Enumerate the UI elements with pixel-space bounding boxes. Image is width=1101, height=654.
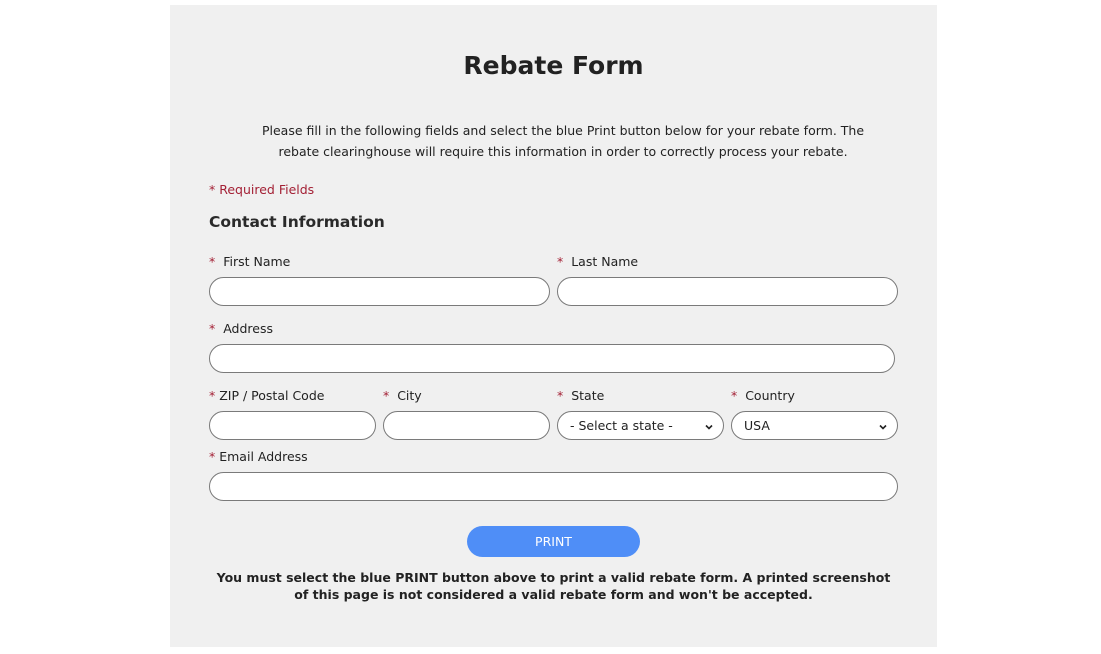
chevron-down-icon <box>705 423 713 431</box>
email-label <box>209 449 308 465</box>
required-star: * <box>209 449 216 464</box>
required-star: * <box>209 388 216 403</box>
address-label-text: Address <box>223 321 273 336</box>
last-name-label-text: Last Name <box>571 254 639 269</box>
state-label-text: State <box>571 388 605 403</box>
state-label <box>557 388 604 404</box>
zip-input[interactable] <box>209 411 376 440</box>
first-name-label <box>209 254 290 270</box>
state-select-value: - Select a state - <box>570 418 673 433</box>
first-name-label-text: First Name <box>223 254 291 269</box>
city-label <box>383 388 422 404</box>
country-label <box>731 388 795 404</box>
intro-text: Please fill in the following fields and select the blue Print button below for your rebate form. The rebate clearinghouse will require this information in order to correctly process your rebate. <box>261 123 865 159</box>
city-label-text: City <box>397 388 422 403</box>
country-select[interactable] <box>731 411 898 440</box>
page-title: Rebate Form <box>463 51 644 80</box>
required-star: * <box>557 388 564 403</box>
zip-label-text: ZIP / Postal Code <box>219 388 325 403</box>
address-label <box>209 321 273 337</box>
required-star: * <box>383 388 390 403</box>
city-input[interactable] <box>383 411 550 440</box>
first-name-input[interactable] <box>209 277 550 306</box>
chevron-down-icon <box>879 423 887 431</box>
print-button[interactable]: PRINT <box>467 526 640 557</box>
section-title-contact: Contact Information <box>209 213 385 231</box>
email-input[interactable] <box>209 472 898 501</box>
address-input[interactable] <box>209 344 895 373</box>
required-fields-note: * Required Fields <box>209 182 315 197</box>
required-star: * <box>209 254 216 269</box>
state-select[interactable] <box>557 411 724 440</box>
last-name-label <box>557 254 638 270</box>
zip-label <box>209 388 324 404</box>
country-select-value: USA <box>744 418 770 433</box>
rebate-form-panel <box>170 5 937 647</box>
required-star: * <box>731 388 738 403</box>
required-star: * <box>209 321 216 336</box>
last-name-input[interactable] <box>557 277 898 306</box>
email-label-text: Email Address <box>219 449 308 464</box>
footer-note: You must select the blue PRINT button above to print a valid rebate form. A printed screenshot of this page is not considered a valid rebate form and won't be accepted. <box>216 570 891 602</box>
country-label-text: Country <box>745 388 795 403</box>
required-star: * <box>557 254 564 269</box>
